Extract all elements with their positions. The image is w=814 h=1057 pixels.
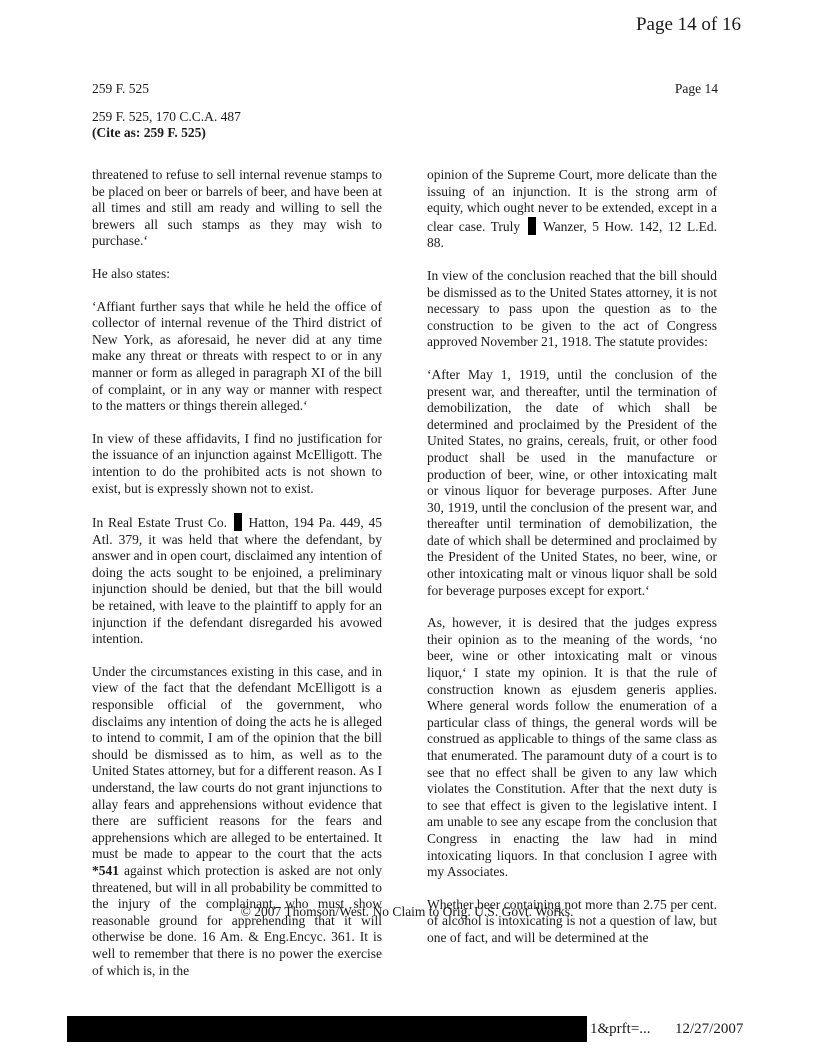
paragraph: He also states: [92, 265, 170, 281]
paragraph: threatened to refuse to sell internal revenue stamps to be placed on beer or barrels of beer, and have been at all times and still am ready and willing to sell the brewers all such stamps as they may wish to purchase.‘ [92, 167, 382, 249]
quoted-paragraph: ‘Affiant further says that while he held the office of collector of internal revenue of the Third district of New York, as aforesaid, he never did at any time make any threat or threats with respect to or in any manner or form as alleged in paragraph XI of the bill of complaint, or in any way or manner with respect to the matters or things therein alleged.‘ [92, 298, 382, 414]
url-fragment: 1&prft=... [590, 1021, 651, 1037]
paragraph [92, 513, 382, 648]
paragraph-text: In Real Estate Trust Co. [92, 515, 227, 531]
paragraph: As, however, it is desired that the judges express their opinion as to the meaning of the words, ‘no beer, wine or other intoxicating malt or vinous liquor,‘ I state my opinion. It is that the rule of construction known as ejusdem generis applies. Where general words follow the enumeration of a particular class of things, the general words will be construed as applicable to things of the same class as that enumerated. The paramount duty of a court is to see that no effect shall be given to any law which violates the Constitution. After that the next duty is to see that effect is given to the legislative intent. I am unable to see any escape from the conclusion that Congress in enacting the law had in mind intoxicating liquors. In that conclusion I agree with my Associates. [427, 615, 717, 880]
page-label: Page 14 [674, 81, 718, 96]
left-column [92, 167, 382, 995]
right-column [427, 167, 717, 963]
redaction-mark [528, 217, 536, 235]
paragraph-text: Wanzer, 5 How. 142, 12 L.Ed. 88. [427, 218, 717, 251]
parallel-citation: 259 F. 525, 170 C.C.A. 487 [92, 109, 241, 124]
statute-quote: ‘After May 1, 1919, until the conclusion of the present war, and thereafter, until the termination of demobilization, the date of which shall be determined and proclaimed by the President of the United States, no grains, cereals, fruit, or other food product shall be used in the manufacture or production of beer, wine, or other intoxicating malt or vinous liquor for beverage purposes. After June 30, 1919, until the conclusion of the present war, and thereafter until termination of demobilization, the date of which shall be determined and proclaimed by the President of the United States, no beer, wine, or other intoxicating malt or vinous liquor shall be sold for beverage purposes except for export.‘ [427, 366, 717, 598]
paragraph [92, 664, 382, 979]
paragraph-text: Hatton, 194 Pa. 449, 45 Atl. 379, it was held that where the defendant, by answer and in open court, disclaimed any intention of doing the acts sought to be enjoined, a preliminary injunction should be denied, but that the bill would be retained, with leave to the plaintiff to apply for an injunction if the defendant disregarded his avowed intention. [92, 515, 383, 647]
paragraph: In view of the conclusion reached that the bill should be dismissed as to the United States attorney, it is not necessary to pass upon the question as to the construction to be given to the act of Congress approved November 21, 1918. The statute provides: [427, 267, 717, 350]
citation-line: 259 F. 525 [92, 81, 150, 96]
redacted-url-bar [67, 1016, 587, 1042]
paragraph-text: Under the circumstances existing in this case, and in view of the fact that the defendant McElligott is a responsible official of the government, who disclaims any intention of doing the acts he is alleged to intend to commit, I am of the opinion that the bill should be dismissed as to him, as well as to the United States attorney, but for a different reason. As I understand, the law courts do not grant injunctions to allay fears and apprehensions without evidence that there are sufficient reasons for the fears and apprehensions which are alleged to be entertained. It must be made to appear to the court that the acts [92, 663, 382, 862]
star-page-marker: *541 [92, 862, 119, 878]
print-date: 12/27/2007 [675, 1021, 744, 1037]
paragraph: In view of these affidavits, I find no justification for the issuance of an injunction against McElligott. The intention to do the prohibited acts is not shown to exist, but is expressly shown not to exist. [92, 430, 382, 496]
paragraph-text: against which protection is asked are not only threatened, but will in all probability be committed to the injury of the complainant, who must show reasonable ground for apprehending that it will otherwise be done. 16 Am. & Eng.Encyc. 361. It is well to remember that there is no power the exercise of which is, in the [92, 862, 383, 978]
page-counter: Page 14 of 16 [635, 14, 741, 35]
redaction-mark [234, 513, 242, 531]
paragraph [427, 167, 717, 252]
cite-as: (Cite as: 259 F. 525) [92, 125, 206, 140]
paragraph: Whether beer containing not more than 2.75 per cent. of alcohol is intoxicating is not a question of law, but one of fact, and will be determined at the [427, 896, 717, 945]
copyright-notice: © 2007 Thomson/West. No Claim to Orig. U.S. Govt. Works. [240, 904, 574, 919]
citation-block [92, 81, 241, 141]
paragraph-text: opinion of the Supreme Court, more delicate than the issuing of an injunction. It is the strong arm of equity, which ought never to be extended, except in a clear case. Truly [427, 167, 717, 234]
